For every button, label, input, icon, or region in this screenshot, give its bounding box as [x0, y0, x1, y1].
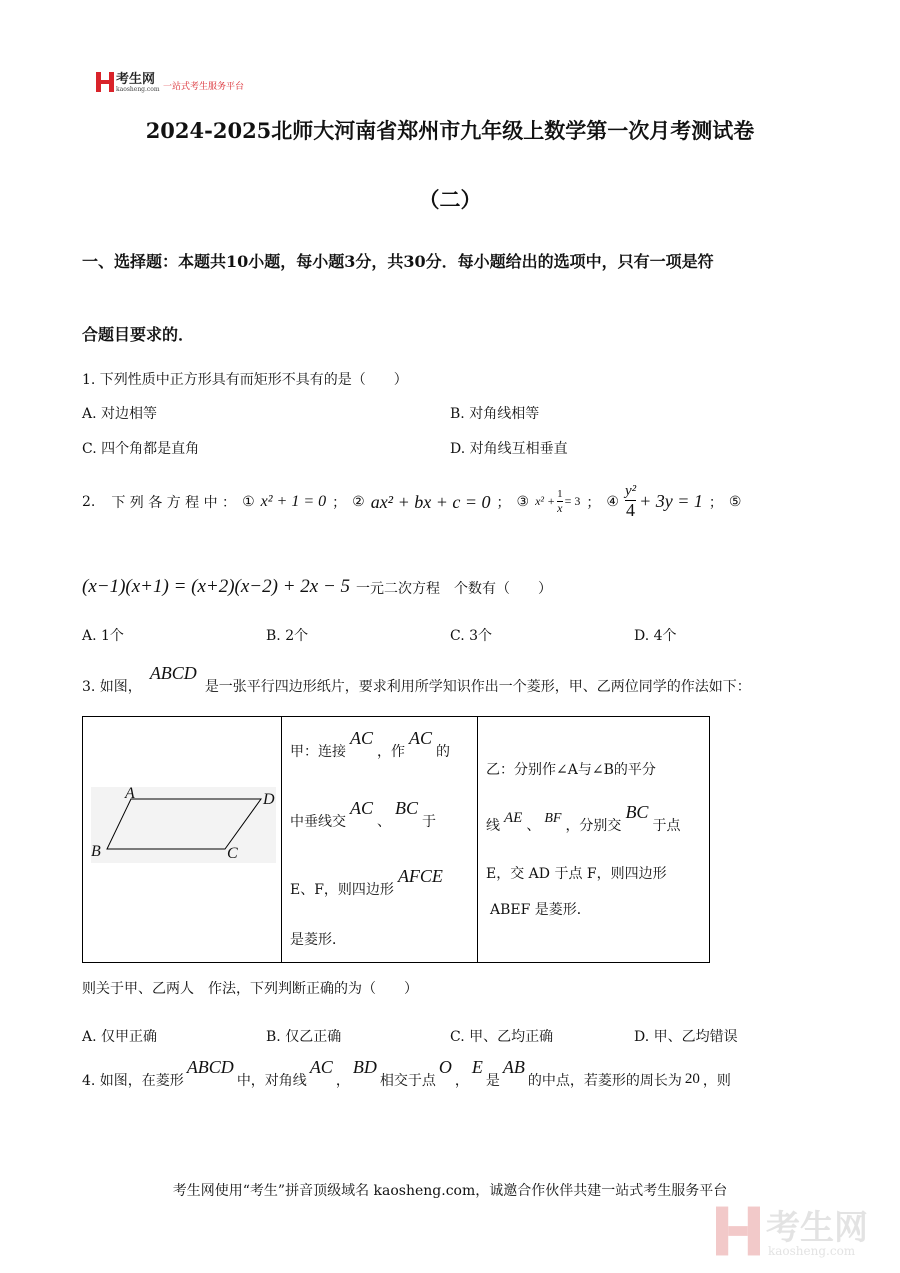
q2-sep: ； [332, 495, 347, 511]
jia-text: 中垂线交 [290, 814, 346, 830]
q4-stem: ，则 [702, 1073, 731, 1089]
q2-eq-1: x² + 1 = 0 [260, 493, 327, 510]
logo-text: 考生网 [116, 72, 156, 87]
q4-perimeter: 20 [684, 1071, 700, 1087]
q2-eq-2: ax² + bx + c = 0 [370, 491, 491, 512]
q4-stem: 是 [485, 1073, 500, 1089]
q2-eq-4-group [625, 484, 703, 520]
method-jia-cell [282, 717, 478, 963]
label-b: B [91, 843, 101, 860]
q4-stem: ， [335, 1073, 350, 1089]
yi-text: 、 [526, 818, 541, 834]
q2-num: 2. [82, 494, 96, 510]
q4-stem: ， [454, 1073, 469, 1089]
q3-option-d: D. 甲、乙均错误 [634, 1029, 738, 1045]
q2-sep: ； [586, 495, 601, 511]
q2-eq-4-fraction [625, 484, 636, 520]
logo-sub: kaosheng.com [116, 86, 160, 93]
kaosheng-logo-icon [96, 72, 114, 92]
q2-lead: 下 列 各 方 程 中 ： [111, 495, 237, 511]
jia-text: 、 [377, 814, 392, 830]
yi-text: ，分别交 [565, 818, 622, 834]
slogan: 一站式考生服务平台 [163, 82, 245, 92]
q3-method-table [82, 716, 710, 963]
q4-ac: AC [309, 1057, 333, 1077]
label-c: C [227, 845, 238, 862]
q4-stem: 的中点，若菱形的周长为 [527, 1073, 682, 1089]
parallelogram-figure [91, 785, 281, 865]
q4-o: O [438, 1057, 452, 1077]
jia-text: 是菱形． [290, 932, 346, 948]
watermark-text: 考生网 [766, 1208, 868, 1248]
q2-line-1 [82, 480, 741, 524]
section-heading-cont: 合题目要求的． [82, 325, 195, 344]
yi-text: ABEF 是菱形． [490, 902, 591, 918]
section-heading: 一、选择题：本题共10小题，每小题3分，共30分．每小题给出的选项中，只有一项是符 [82, 252, 714, 271]
q2-eq-4-num: y² [624, 483, 637, 500]
q1-option-d: D. 对角线互相垂直 [450, 441, 568, 457]
q2-eq-5: (x−1)(x+1) = (x+2)(x−2) + 2x − 5 [82, 576, 351, 597]
method-yi-cell [478, 717, 710, 963]
jia-text: 甲：连接 [290, 744, 346, 760]
jia-text: E、F，则四边形 [290, 882, 394, 898]
q2-option-a: A. 1个 [82, 628, 124, 644]
yi-line-2 [486, 801, 680, 835]
q2-mark-5: ⑤ [728, 494, 742, 510]
jia-bc: BC [395, 798, 419, 818]
jia-line-1 [290, 727, 450, 761]
label-a: A [125, 785, 135, 802]
q4-ab: AB [502, 1057, 525, 1077]
q4-stem: 相交于点 [379, 1073, 436, 1089]
q4-e: E [471, 1057, 483, 1077]
q1-stem: 1. 下列性质中正方形具有而矩形不具有的是（ ） [82, 372, 408, 388]
q1-option-b: B. 对角线相等 [450, 406, 540, 422]
yi-text: 于点 [652, 818, 681, 834]
q4-stem: 中，对角线 [236, 1073, 307, 1089]
q2-eq-4-rhs: + 3y = 1 [639, 491, 703, 512]
watermark-logo-icon [716, 1206, 760, 1256]
q2-eq-3-fraction [557, 489, 563, 514]
page-title: 2024-2025北师大河南省郑州市九年级上数学第一次月考测试卷 [145, 118, 755, 143]
q3-option-c: C. 甲、乙均正确 [450, 1029, 554, 1045]
yi-text: 线 [486, 818, 500, 834]
q2-eq-3-group [535, 489, 580, 514]
q3-option-a: A. 仅甲正确 [82, 1029, 158, 1045]
q2-eq-4-den: 4 [626, 499, 636, 520]
jia-text: ，作 [377, 744, 406, 760]
yi-text: E，交 AD 于点 F，则四边形 [486, 866, 667, 882]
watermark-sub: kaosheng.com [768, 1244, 856, 1258]
jia-line-2 [290, 797, 436, 831]
q3-stem: 3. 如图， [82, 679, 142, 695]
yi-ae: AE [504, 810, 523, 826]
q1-option-a: A. 对边相等 [82, 406, 158, 422]
footer-text: 考生网使用“考生”拼音顶级域名 kaosheng.com，诚邀合作伙伴共建一站式考生服务平台 [172, 1183, 728, 1199]
q2-sep: ； [496, 495, 511, 511]
jia-ac: AC [350, 728, 374, 748]
q3-question: 则关于甲、乙两人 作法，下列判断正确的为（ ） [82, 981, 418, 997]
q4-bd: BD [352, 1057, 377, 1077]
q2-eq-3-rhs: = 3 [564, 494, 581, 509]
q2-mark-1: ① [242, 494, 255, 510]
q2-mark-3: ③ [516, 494, 530, 510]
q2-eq-3-num: 1 [557, 488, 563, 501]
q2-eq-3: x² + [535, 494, 556, 509]
q2-option-d: D. 4个 [634, 628, 677, 644]
q1-option-c: C. 四个角都是直角 [82, 441, 200, 457]
q2-option-b: B. 2个 [266, 628, 309, 644]
q4-abcd: ABCD [186, 1057, 234, 1077]
yi-bf: BF [544, 811, 562, 826]
q2-sep: ； [708, 495, 723, 511]
page-subtitle: （二） [418, 187, 482, 212]
label-d: D [263, 791, 275, 808]
figure-cell [83, 717, 282, 963]
q3-stem-line [82, 664, 751, 696]
q2-tail: 一元二次方程 个数有（ ） [356, 581, 553, 597]
jia-ac: AC [350, 798, 374, 818]
q2-line-2 [82, 570, 552, 598]
q2-mark-4: ④ [606, 494, 619, 510]
q4-stem: 4. 如图，在菱形 [82, 1073, 184, 1089]
jia-text: 于 [422, 814, 437, 830]
jia-line-3 [290, 865, 443, 899]
yi-bc: BC [625, 802, 649, 822]
jia-afce: AFCE [397, 866, 443, 886]
yi-text: 乙：分别作∠A与∠B的平分 [486, 762, 656, 778]
q2-option-c: C. 3个 [450, 628, 493, 644]
q3-abcd: ABCD [149, 663, 197, 683]
jia-ac: AC [409, 728, 433, 748]
q3-option-b: B. 仅乙正确 [266, 1029, 342, 1045]
q3-stem-cont: 是一张平行四边形纸片，要求利用所学知识作出一个菱形，甲、乙两位同学的作法如下： [204, 679, 751, 695]
jia-text: 的 [436, 744, 451, 760]
q4-line [82, 1056, 731, 1090]
q2-eq-3-den: x [557, 500, 563, 515]
q2-mark-2: ② [352, 494, 365, 510]
